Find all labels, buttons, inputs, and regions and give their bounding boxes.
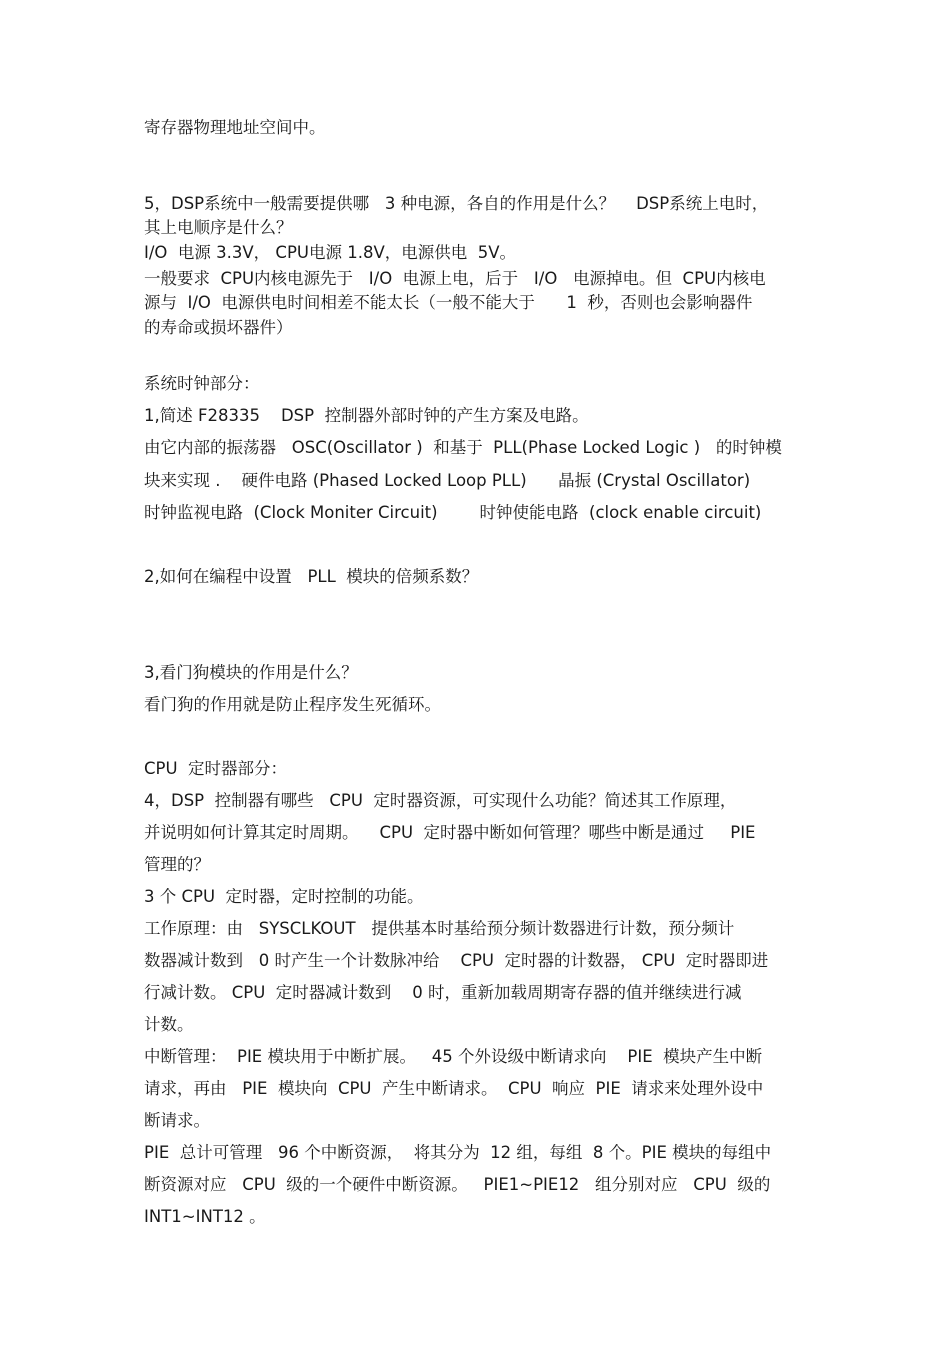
text-line: 断请求。 — [144, 1111, 210, 1130]
section-heading-cpu-timer: CPU 定时器部分： — [144, 759, 288, 778]
text-line: INT1~INT12 。 — [144, 1207, 266, 1226]
question-5: 5，DSP系统中一般需要提供哪 3 种电源，各自的作用是什么？ DSP系统上电时， — [144, 194, 769, 213]
text-line: 的寿命或损坏器件） — [144, 318, 293, 337]
text-line: 工作原理：由 SYSCLKOUT 提供基本时基给预分频计数器进行计数，预分频计 — [144, 919, 735, 938]
text-line: 行减计数。 CPU 定时器减计数到 0 时，重新加载周期寄存器的值并继续进行减 — [144, 983, 742, 1002]
text-line: I/O 电源 3.3V， CPU电源 1.8V，电源供电 5V。 — [144, 243, 517, 262]
question-3: 3,看门狗模块的作用是什么？ — [144, 663, 358, 682]
text-line: 请求，再由 PIE 模块向 CPU 产生中断请求。 CPU 响应 PIE 请求来处理外设中 — [144, 1079, 764, 1098]
text-line: 数器减计数到 0 时产生一个计数脉冲给 CPU 定时器的计数器， CPU 定时器即进 — [144, 951, 769, 970]
text-line: 其上电顺序是什么？ — [144, 218, 293, 237]
text-line: 时钟监视电路 (Clock Moniter Circuit) 时钟使能电路 (clock enable circuit) — [144, 503, 762, 522]
text-line: 并说明如何计算其定时周期。 CPU 定时器中断如何管理？哪些中断是通过 PIE — [144, 823, 756, 842]
question-4: 4，DSP 控制器有哪些 CPU 定时器资源，可实现什么功能？简述其工作原理， — [144, 791, 737, 810]
text-line: 计数。 — [144, 1015, 194, 1034]
question-2: 2,如何在编程中设置 PLL 模块的倍频系数？ — [144, 567, 479, 586]
text-line: PIE 总计可管理 96 个中断资源， 将其分为 12 组，每组 8 个。PIE 模块的每组中 — [144, 1143, 772, 1162]
text-line: 源与 I/O 电源供电时间相差不能太长（一般不能大于 1 秒，否则也会影响器件 — [144, 293, 753, 312]
text-line: 由它内部的振荡器 OSC(Oscillator ) 和基于 PLL(Phase Locked Logic ) 的时钟模 — [144, 438, 782, 457]
text-line: 3 个 CPU 定时器，定时控制的功能。 — [144, 887, 424, 906]
text-line: 看门狗的作用就是防止程序发生死循环。 — [144, 695, 441, 714]
section-heading-clock: 系统时钟部分： — [144, 374, 260, 393]
text-line: 管理的？ — [144, 855, 210, 874]
text-line: 中断管理： PIE 模块用于中断扩展。 45 个外设级中断请求向 PIE 模块产生中断 — [144, 1047, 763, 1066]
text-line: 一般要求 CPU内核电源先于 I/O 电源上电，后于 I/O 电源掉电。但 CPU内核电 — [144, 269, 766, 288]
question-1: 1,简述 F28335 DSP 控制器外部时钟的产生方案及电路。 — [144, 406, 589, 425]
text-line: 寄存器物理地址空间中。 — [144, 118, 326, 137]
text-line: 断资源对应 CPU 级的一个硬件中断资源。 PIE1~PIE12 组分别对应 CPU 级的 — [144, 1175, 771, 1194]
text-line: 块来实现 . 硬件电路 (Phased Locked Loop PLL) 晶振 (Crystal Oscillator) — [144, 471, 751, 490]
